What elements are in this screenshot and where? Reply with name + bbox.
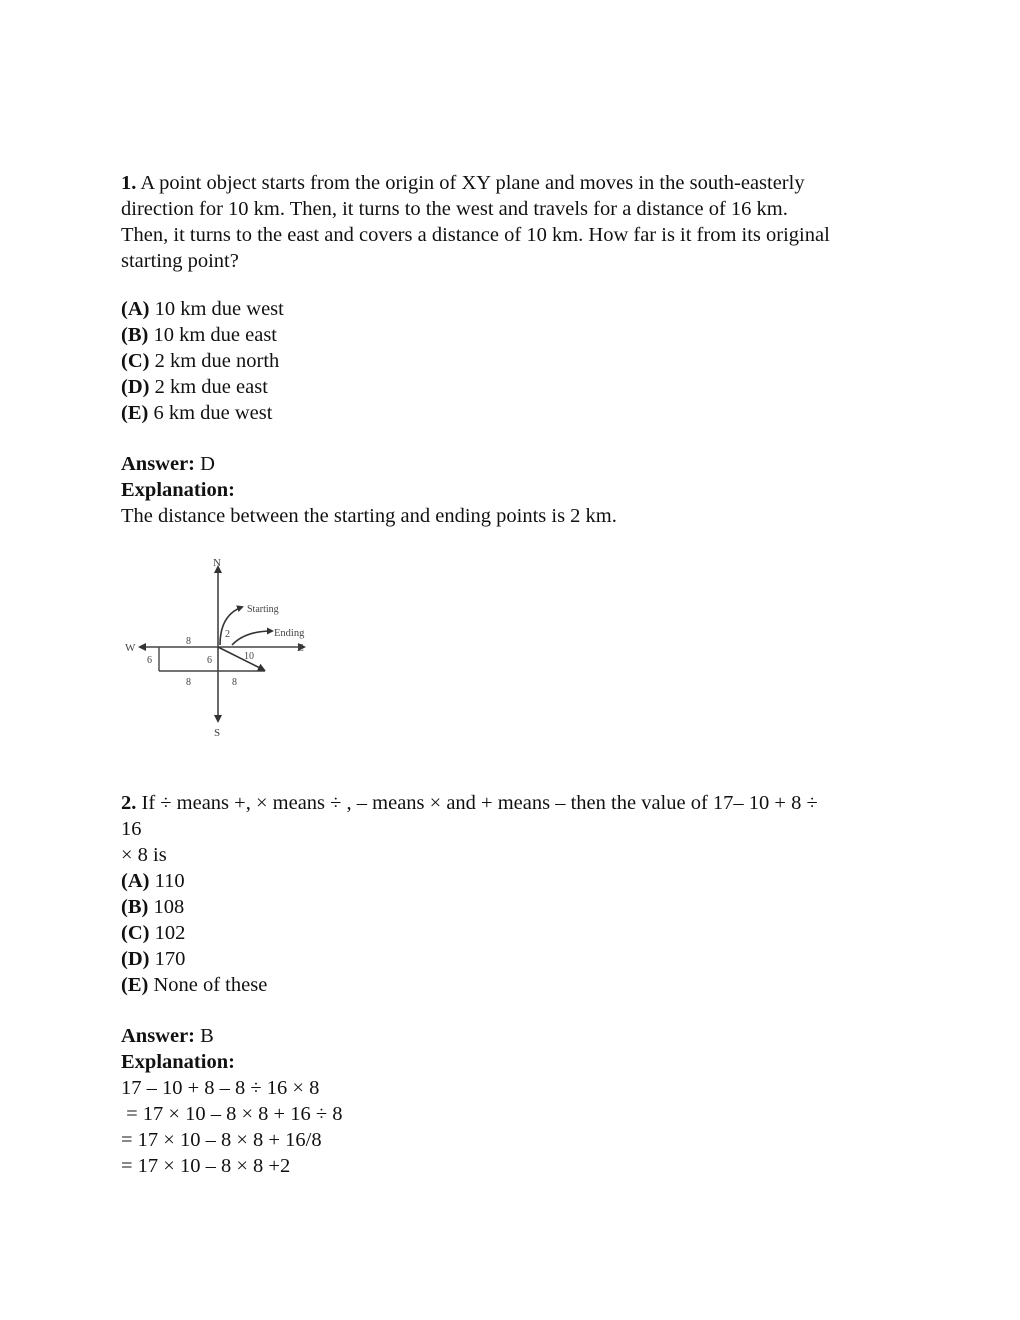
answer-value: D	[200, 453, 215, 475]
option-c: (C) 102	[121, 922, 186, 944]
option-e: (E) 6 km due west	[121, 402, 273, 424]
option-e: (E) None of these	[121, 974, 268, 996]
label-10: 10	[244, 651, 254, 662]
answer: Answer: B	[121, 1025, 214, 1047]
option-a: (A) 10 km due west	[121, 298, 284, 320]
label-east: E	[297, 642, 304, 654]
label-ending: Ending	[274, 628, 305, 639]
question-1	[121, 170, 911, 274]
question-2-answer-block	[121, 1023, 911, 1179]
explanation-line: 17 – 10 + 8 – 8 ÷ 16 × 8	[121, 1077, 320, 1099]
southeast-arrow	[218, 647, 264, 670]
question-1-number: 1.	[121, 172, 137, 194]
label-starting: Starting	[247, 604, 279, 615]
option-a: (A) 110	[121, 870, 185, 892]
label-8-top: 8	[186, 636, 191, 647]
question-2-text-line: 16	[121, 818, 142, 840]
explanation-text: The distance between the starting and ending points is 2 km.	[121, 505, 617, 527]
answer-value: B	[200, 1025, 214, 1047]
question-1-text-line: Then, it turns to the east and covers a distance of 10 km. How far is it from its original	[121, 224, 830, 246]
explanation-line: = 17 × 10 – 8 × 8 + 16/8	[121, 1129, 322, 1151]
question-1-text-line: starting point?	[121, 250, 239, 272]
compass-diagram	[110, 545, 330, 745]
question-2	[121, 790, 911, 998]
question-1-answer-block	[121, 451, 911, 529]
label-8-bottom-left: 8	[186, 677, 191, 688]
label-north: N	[213, 557, 221, 569]
option-b: (B) 10 km due east	[121, 324, 277, 346]
label-6-left: 6	[147, 655, 152, 666]
question-2-text-line: × 8 is	[121, 844, 167, 866]
explanation-heading: Explanation:	[121, 479, 235, 501]
question-1-options	[121, 296, 911, 426]
question-1-text-line: 1. A point object starts from the origin of XY plane and moves in the south-easterly	[121, 172, 805, 194]
explanation-line: = 17 × 10 – 8 × 8 +2	[121, 1155, 291, 1177]
option-c: (C) 2 km due north	[121, 350, 280, 372]
label-2: 2	[225, 629, 230, 640]
label-south: S	[214, 727, 221, 739]
question-2-text-line: 2. If ÷ means +, × means ÷ , – means × and + means – then the value of 17– 10 + 8 ÷	[121, 792, 818, 814]
ending-arrow	[232, 631, 272, 645]
question-1-text-line: direction for 10 km. Then, it turns to the west and travels for a distance of 16 km.	[121, 198, 788, 220]
option-b: (B) 108	[121, 896, 185, 918]
label-8-bottom-right: 8	[232, 677, 237, 688]
label-west: W	[125, 642, 136, 654]
label-6-center: 6	[207, 655, 212, 666]
answer: Answer: D	[121, 453, 215, 475]
question-2-number: 2.	[121, 792, 137, 814]
option-d: (D) 170	[121, 948, 186, 970]
explanation-heading: Explanation:	[121, 1051, 235, 1073]
option-d: (D) 2 km due east	[121, 376, 268, 398]
explanation-line: = 17 × 10 – 8 × 8 + 16 ÷ 8	[121, 1103, 343, 1125]
